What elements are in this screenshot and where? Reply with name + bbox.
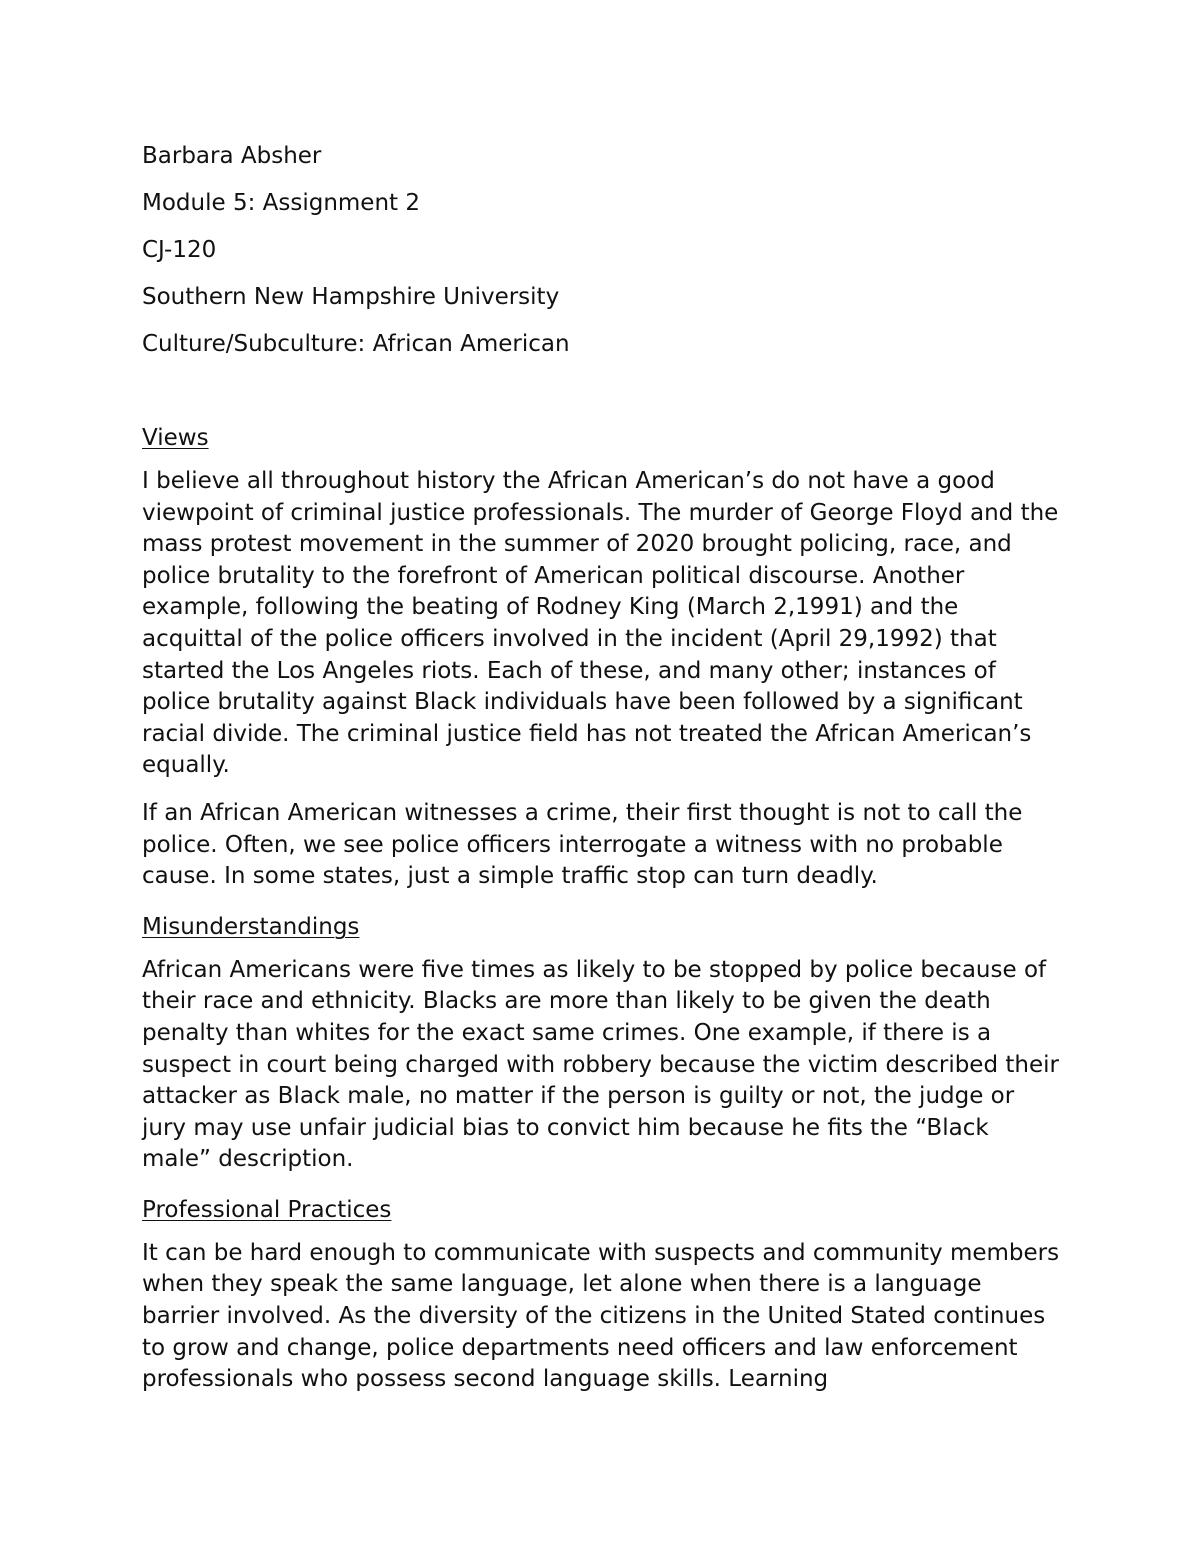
university-name: Southern New Hampshire University [142, 284, 560, 310]
assignment-title: Module 5: Assignment 2 [142, 190, 420, 216]
section-professional-practices [142, 1192, 1062, 1396]
paragraph: African Americans were five times as likely to be stopped by police because of their race and ethnicity. Blacks are more than likely to be given the death penalty than whites for the exact same crimes. One example, if there is a suspect in court being charged with robbery because the victim described their attacker as Black male, no matter if the person is guilty or not, the judge or jury may use unfair judicial bias to convict him because he fits the “Black male” description. [142, 956, 1059, 1173]
paragraph: I believe all throughout history the African American’s do not have a good viewpoint of criminal justice professionals. The murder of George Floyd and the mass protest movement in the summer of 2020 brought policing, race, and police brutality to the forefront of American political discourse. Another example, following the beating of Rodney King (March 2,1991) and the acquittal of the police officers involved in the incident (April 29,1992) that started the Los Angeles riots. Each of these, and many other; instances of police brutality against Black individuals have been followed by a significant racial divide. The criminal justice field has not treated the African American’s equally. [142, 468, 1059, 779]
section-misunderstandings [142, 909, 1062, 1176]
culture-subculture: Culture/Subculture: African American [142, 331, 570, 357]
section-heading: Professional Practices [142, 1196, 392, 1223]
spacer [142, 373, 1062, 420]
course-code: CJ-120 [142, 237, 217, 263]
author-name: Barbara Absher [142, 143, 322, 169]
section-heading: Misunderstandings [142, 913, 360, 940]
section-views [142, 420, 1062, 893]
paragraph: It can be hard enough to communicate with suspects and community members when they speak the same language, let alone when there is a language barrier involved. As the diversity of the citizens in the United Stated continues to grow and change, police departments need officers and law enforcement professionals who possess second language skills. Learning [142, 1239, 1060, 1393]
document-body [142, 138, 1062, 1412]
section-heading: Views [142, 425, 209, 451]
paragraph: If an African American witnesses a crime, their first thought is not to call the police. Often, we see police officers interrogate a witness with no probable cause. In some states, just a simple traffic stop can turn deadly. [142, 799, 1023, 890]
